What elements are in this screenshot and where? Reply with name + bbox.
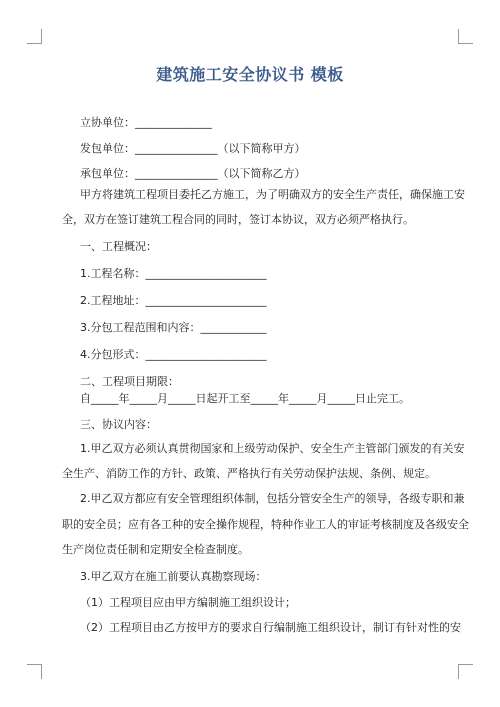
clause-2-line-1: 2.甲乙双方都应有安全管理组织体制，包括分管安全生产的领导，各级专职和兼 (80, 492, 465, 505)
subcontract-scope-field: 3.分包工程范围和内容：____________ (80, 321, 267, 334)
crop-mark-top-left (27, 29, 42, 44)
section-heading-agreement-content: 三、协议内容： (80, 418, 157, 431)
clause-3-line-1: 3.甲乙双方在施工前要认真勘察现场： (80, 570, 267, 583)
crop-mark-bottom-right (458, 664, 473, 679)
crop-mark-top-right (458, 29, 473, 44)
intro-paragraph-line-2: 全，双方在签订建筑工程合同的同时，签订本协议，双方必须严格执行。 (62, 213, 414, 226)
clause-1-line-2: 全生产、消防工作的方针、政策、严格执行有关劳动保护法规、条例、规定。 (62, 467, 436, 480)
section-heading-project-overview: 一、工程概况： (80, 240, 157, 253)
project-name-field: 1.工程名称：______________________ (80, 267, 267, 280)
party-signing-unit: 立协单位：______________ (80, 116, 212, 129)
clause-3-item-1: （1）工程项目应由甲方编制施工组织设计； (80, 596, 296, 609)
section-heading-project-period: 二、工程项目期限： (80, 375, 179, 388)
party-b-unit: 承包单位：_______________（以下简称乙方） (80, 167, 306, 180)
document-title: 建筑施工安全协议书 模板 (156, 65, 344, 84)
clause-2-line-2: 职的安全员；应有各工种的安全操作规程，特种作业工人的审证考核制度及各级安全 (62, 518, 469, 531)
clause-2-line-3: 生产岗位责任制和定期安全检查制度。 (62, 543, 249, 556)
project-address-field: 2.工程地址：______________________ (80, 294, 267, 307)
crop-mark-bottom-left (27, 664, 42, 679)
project-period-dates: 自_____年_____月_____日起开工至_____年_____月_____日止完工。 (80, 392, 410, 405)
intro-paragraph-line-1: 甲方将建筑工程项目委托乙方施工，为了明确双方的安全生产责任，确保施工安 (80, 188, 465, 201)
subcontract-form-field: 4.分包形式：______________________ (80, 348, 267, 361)
party-a-unit: 发包单位：_______________（以下简称甲方） (80, 142, 306, 155)
clause-1-line-1: 1.甲乙双方必须认真贯彻国家和上级劳动保护、安全生产主管部门颁发的有关安 (80, 442, 465, 455)
clause-3-item-2: （2）工程项目由乙方按甲方的要求自行编制施工组织设计，制订有针对性的安 (80, 621, 461, 634)
